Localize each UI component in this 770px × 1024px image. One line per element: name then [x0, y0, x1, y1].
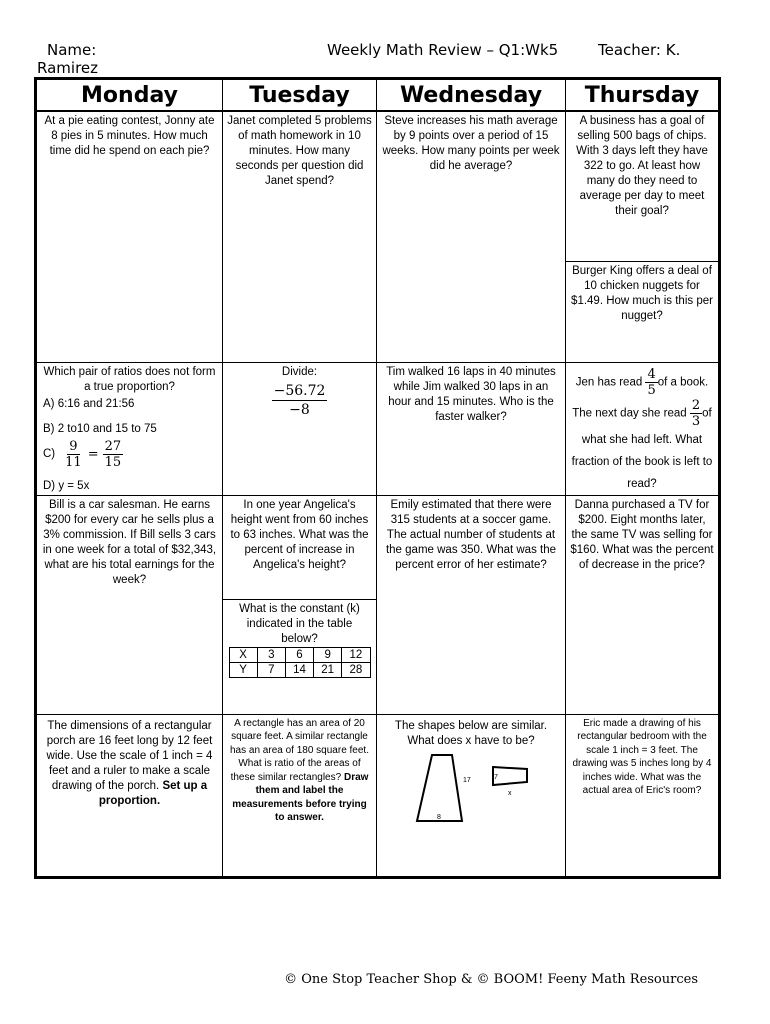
- tue-3-top: [223, 496, 376, 600]
- cell-tue-1: [223, 111, 377, 362]
- text-part: Jen has read: [575, 376, 643, 389]
- cell-thu-4: [566, 714, 720, 877]
- cell-wed-3: [377, 495, 566, 714]
- text-part: of a book. The next day she read: [572, 376, 709, 420]
- small-trapezoid: [493, 767, 527, 785]
- table-row: [36, 362, 720, 495]
- problem-text: In one year Angelica's height went from 60 inches to 63 inches. What was the percent of increase in Angelica's height?: [230, 498, 369, 571]
- choice-c: [37, 437, 222, 470]
- review-table: [34, 77, 721, 879]
- teacher-name: Teacher: K.: [598, 41, 681, 59]
- problem-text: Emily estimated that there were 315 students at a soccer game. The actual number of students at the game was 350. What was the percent error of her estimate?: [385, 498, 557, 571]
- choice-d: D) y = 5x: [43, 479, 90, 492]
- problem-text: Divide:: [281, 365, 318, 378]
- problem-text: At a pie eating contest, Jonny ate 8 pies in 5 minutes. How much time did he spend on each pie?: [44, 115, 215, 157]
- cell-mon-1: [36, 111, 223, 362]
- day-thursday: Thursday: [566, 79, 720, 112]
- division-expression: [272, 382, 328, 419]
- cell-thu-2: [566, 362, 720, 495]
- table-row: [36, 714, 720, 877]
- large-side-label: 17: [463, 776, 471, 784]
- cell-thu-3: [566, 495, 720, 714]
- table-row: [36, 495, 720, 714]
- cell-wed-4: [377, 714, 566, 877]
- cell-mon-2: [36, 362, 223, 495]
- table-cell: 9: [314, 647, 342, 662]
- choice-b: B) 2 to10 and 15 to 75: [43, 422, 157, 435]
- day-monday: Monday: [36, 79, 223, 112]
- choice-c-label: C): [43, 447, 56, 460]
- large-bottom-label: 8: [437, 813, 441, 821]
- problem-text: Janet completed 5 problems of math homework in 10 minutes. How many seconds per question did Janet spend?: [227, 115, 372, 187]
- numerator: 4: [647, 366, 656, 382]
- problem-text: Steve increases his math average by 9 points over a period of 15 weeks. How many points per week did he average?: [382, 115, 560, 172]
- table-row: [229, 662, 370, 677]
- table-cell: X: [229, 647, 257, 662]
- numerator: 2: [691, 397, 701, 413]
- small-side-label: 7: [494, 773, 498, 781]
- numerator: 9: [69, 438, 78, 454]
- table-cell: 6: [285, 647, 313, 662]
- copyright-footer: © One Stop Teacher Shop & © BOOM! Feeny Math Resources: [284, 972, 698, 987]
- table-cell: Y: [229, 662, 257, 677]
- text-part: The dimensions of a rectangular porch are 16 feet long by 12 feet wide. Use the scale of 1 inch = 4 feet and a ruler to make a scale drawing of the porch.: [46, 719, 213, 792]
- cell-wed-1: [377, 111, 566, 362]
- denominator: 5: [647, 382, 656, 398]
- problem-text: [566, 363, 718, 495]
- table-cell: 28: [342, 662, 370, 677]
- problem-text: Burger King offers a deal of 10 chicken nuggets for $1.49. How much is this per nugget?: [571, 265, 713, 322]
- large-trapezoid: [417, 755, 462, 821]
- cell-tue-2: [223, 362, 377, 495]
- day-tuesday: Tuesday: [223, 79, 377, 112]
- problem-text: Bill is a car salesman. He earns $200 for every car he sells plus a 3% commission. If Bill sells 3 cars in one week for a total of $32,343, what are his total earnings for the week?: [42, 498, 217, 586]
- text-bold: Draw them and label the measurements before trying to answer.: [232, 771, 369, 823]
- choice-a: A) 6:16 and 21:56: [43, 397, 135, 410]
- page-title: Weekly Math Review – Q1:Wk5: [327, 41, 559, 59]
- equals-sign: =: [87, 446, 99, 462]
- divisor: −8: [289, 401, 310, 418]
- thu-1-top: [566, 112, 718, 262]
- table-cell: 14: [285, 662, 313, 677]
- cell-thu-1: [566, 111, 720, 362]
- day-header-row: [36, 79, 720, 112]
- cell-wed-2: [377, 362, 566, 495]
- table-cell: 21: [314, 662, 342, 677]
- fraction: [103, 439, 124, 470]
- cell-tue-4: [223, 714, 377, 877]
- denominator: 3: [691, 413, 701, 429]
- table-cell: 3: [257, 647, 285, 662]
- problem-text: The shapes below are similar. What does x have to be?: [394, 719, 548, 747]
- name-label: Name:: [47, 41, 97, 59]
- text-part: of what she had left. What fraction of the book is left to read?: [571, 407, 713, 490]
- small-bottom-label: x: [508, 789, 512, 797]
- table-row: [36, 111, 720, 362]
- k-table: [229, 647, 371, 678]
- cell-mon-4: [36, 714, 223, 877]
- fraction: [645, 367, 657, 398]
- cell-mon-3: [36, 495, 223, 714]
- problem-text: What is the constant (k) indicated in the table below?: [239, 602, 360, 645]
- problem-text: Tim walked 16 laps in 40 minutes while Jim walked 30 laps in an hour and 15 minutes. Who is the faster walker?: [386, 365, 556, 423]
- denominator: 11: [65, 454, 82, 470]
- problem-text: Eric made a drawing of his rectangular bedroom with the scale 1 inch = 3 feet. The drawing was 5 inches long by 4 inches wide. What was the actual area of Eric's room?: [572, 717, 712, 796]
- problem-text: [223, 715, 376, 825]
- problem-text: A business has a goal of selling 500 bags of chips. With 3 days left they have 322 to go. At least how many do they need to average per day to meet their goal?: [576, 115, 708, 217]
- table-row: [229, 647, 370, 662]
- numerator: 27: [104, 438, 122, 454]
- problem-text: Which pair of ratios does not form a true proportion?: [43, 365, 216, 393]
- text-part: A rectangle has an area of 20 square feet. A similar rectangle has an area of 180 square feet. What is ratio of the areas of these similar rectangles?: [230, 717, 369, 783]
- fraction: [690, 398, 702, 429]
- denominator: 15: [104, 454, 122, 470]
- day-wednesday: Wednesday: [377, 79, 566, 112]
- dividend: −56.72: [273, 382, 326, 399]
- table-cell: 12: [342, 647, 370, 662]
- table-cell: 7: [257, 662, 285, 677]
- cell-tue-3: [223, 495, 377, 714]
- text-bold: Set up a proportion.: [98, 779, 208, 807]
- problem-text: [37, 715, 222, 809]
- problem-text: Danna purchased a TV for $200. Eight months later, the same TV was selling for $160. What was the percent of decrease in the price?: [570, 498, 714, 571]
- fraction: [63, 439, 84, 470]
- similar-shapes-figure: [377, 749, 564, 829]
- name-value: Ramirez: [37, 59, 99, 77]
